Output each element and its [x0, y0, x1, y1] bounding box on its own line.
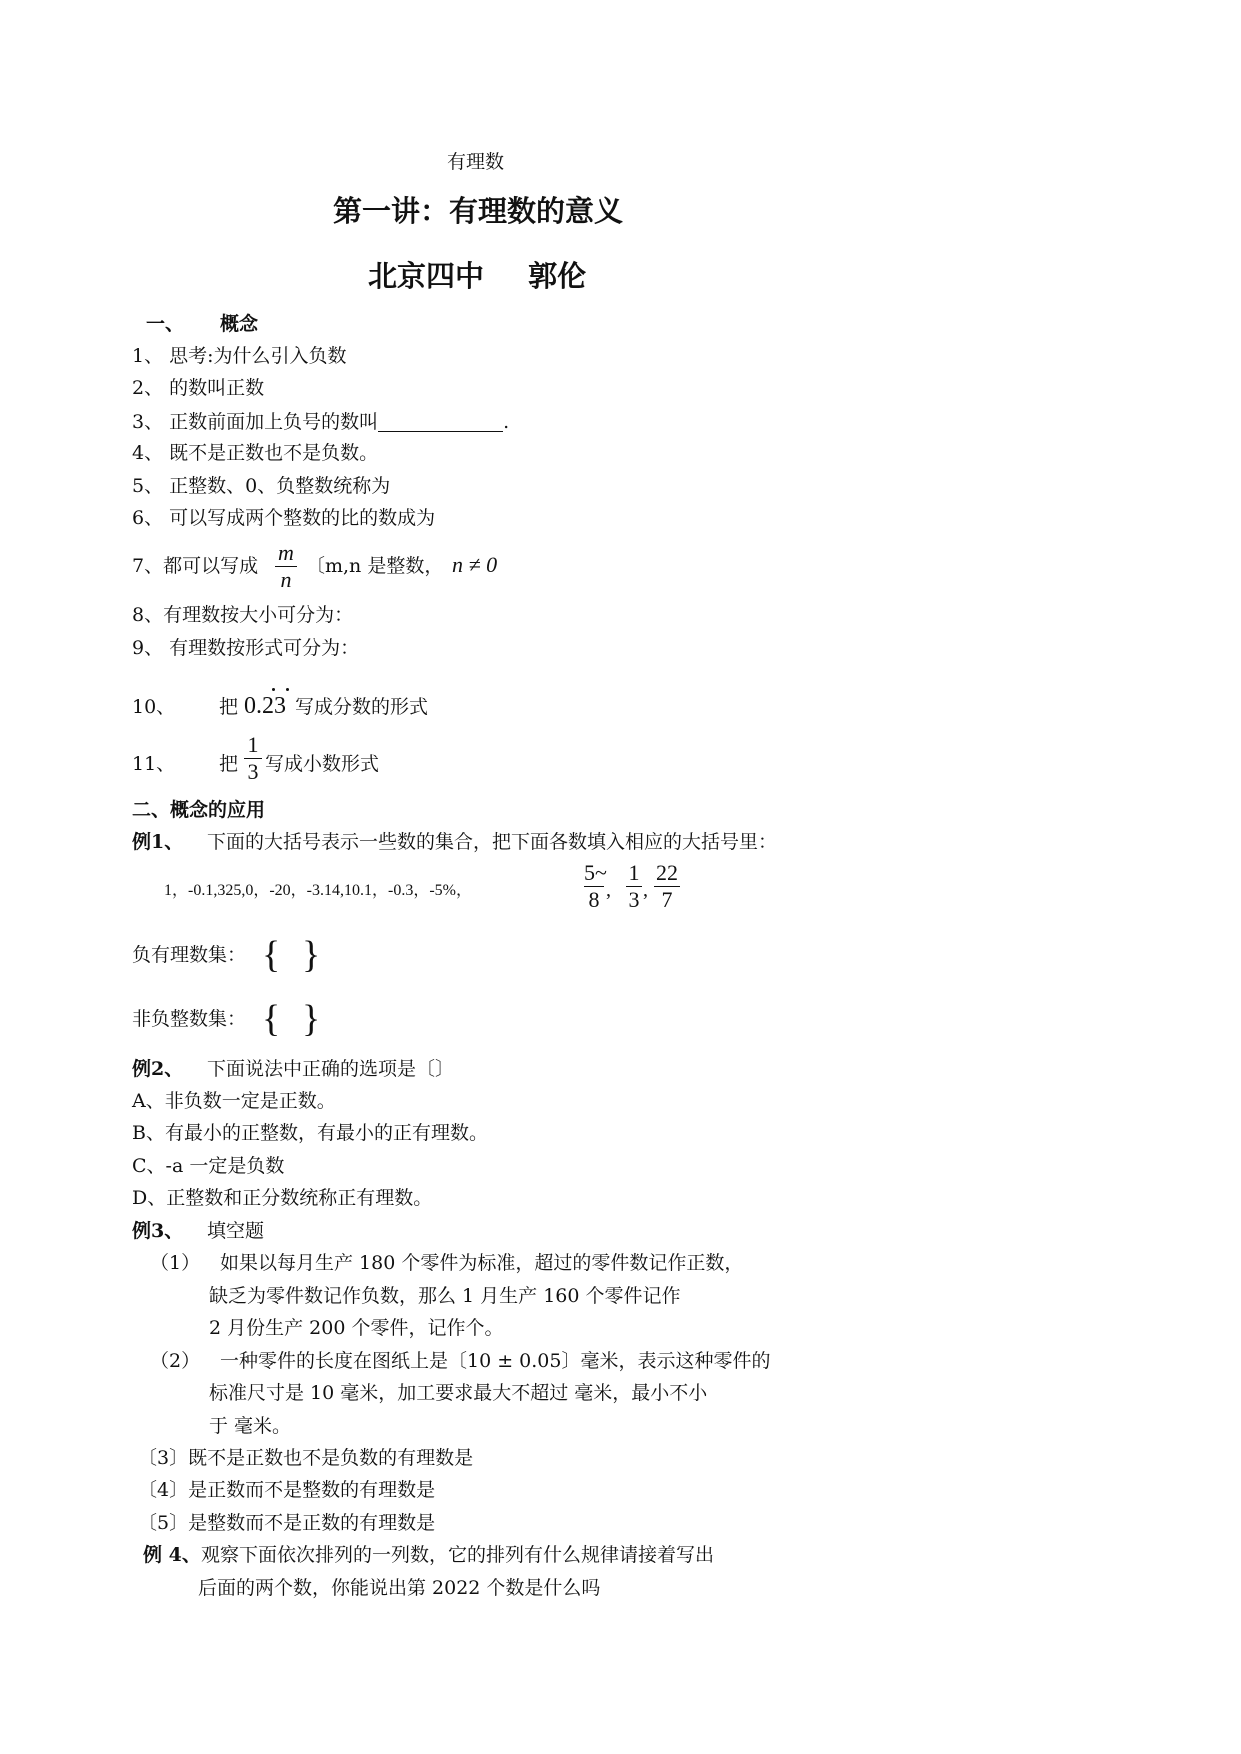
ex3-text: 填空题	[207, 1220, 265, 1242]
concept-item-3	[132, 412, 509, 432]
repeating-decimal: 0.23	[244, 693, 286, 719]
concept-item-8: 8、有理数按大小可分为：	[132, 604, 354, 626]
separator-comma: ,	[606, 879, 611, 901]
concept-item-1: 1、 思考:为什么引入负数	[132, 345, 347, 367]
concept-item-5: 5、 正整数、0、负整数统称为	[132, 475, 391, 497]
fraction-numerator: 5~	[584, 860, 607, 885]
fraction-numerator: 1	[628, 860, 640, 885]
concept-item-3-text: 3、 正数前面加上负号的数叫	[132, 411, 379, 433]
fraction-numerator: 22	[656, 860, 678, 885]
fraction-denominator: 8	[588, 887, 600, 912]
concept-item-7-prefix: 7、都可以写成	[132, 555, 259, 577]
ex1-number-list: 1，-0.1,325,0，-20，-3.14,10.1，-0.3，-5%，	[164, 882, 472, 899]
page-title: 第一讲：有理数的意义	[333, 194, 624, 228]
ex1-text: 下面的大括号表示一些数的集合，把下面各数填入相应的大括号里：	[207, 831, 778, 853]
negative-rational-set-label: 负有理数集：	[132, 944, 247, 966]
fraction-5-8	[584, 860, 607, 912]
concept-item-4: 4、 既不是正数也不是负数。	[132, 442, 379, 464]
condition-n-not-zero: n ≠ 0	[452, 552, 498, 577]
ex3-q1-line3: 2 月份生产 200 个零件，记作个。	[209, 1317, 504, 1339]
concept-item-6: 6、 可以写成两个整数的比的数成为	[132, 507, 436, 529]
concept-item-9: 9、 有理数按形式可分为：	[132, 637, 360, 659]
ex2-option-a: A、非负数一定是正数。	[132, 1090, 336, 1112]
separator-comma: ,	[643, 879, 648, 901]
ex3-q1-number: （1）	[150, 1252, 201, 1274]
subject-label: 有理数	[447, 151, 505, 173]
ex2-option-c: C、-a 一定是负数	[132, 1155, 285, 1177]
ex2-option-d: D、正整数和正分数统称正有理数。	[132, 1187, 433, 1209]
brace-open: {	[262, 934, 281, 976]
fraction-denominator: n	[280, 567, 292, 592]
fraction-denominator: 3	[247, 759, 259, 784]
ex4-text-line2: 后面的两个数，你能说出第 2022 个数是什么吗	[198, 1577, 601, 1599]
concept-item-7-suffix: 〔m,n 是整数，	[306, 555, 444, 577]
ex2-label: 例2、	[132, 1058, 184, 1080]
section1-number: 一、	[146, 313, 185, 335]
ex3-q1-line1: 如果以每月生产 180 个零件为标准，超过的零件数记作正数，	[220, 1252, 744, 1274]
fraction-numerator: m	[278, 540, 294, 565]
fraction-denominator: 7	[661, 887, 673, 912]
ex3-q1-line2: 缺乏为零件数记作负数，那么 1 月生产 160 个零件记作	[209, 1285, 681, 1307]
repeat-dot	[286, 688, 289, 691]
brace-close: }	[302, 998, 321, 1040]
ex3-q3: 〔3〕既不是正数也不是负数的有理数是	[138, 1447, 474, 1469]
ex3-q5: 〔5〕是整数而不是正数的有理数是	[138, 1512, 436, 1534]
ex3-q2-number: （2）	[150, 1350, 201, 1372]
ex3-q2-line2: 标准尺寸是 10 毫米，加工要求最大不超过 毫米，最小不小	[209, 1382, 708, 1404]
repeat-dot	[272, 688, 275, 691]
concept-item-10-prefix: 把	[219, 696, 239, 718]
fraction-one-third	[244, 734, 262, 783]
ex2-text: 下面说法中正确的选项是〔〕	[207, 1058, 455, 1080]
answer-blank	[378, 412, 503, 432]
brace-close: }	[302, 934, 321, 976]
fraction-1-3	[626, 862, 642, 911]
concept-item-3-end: .	[503, 411, 510, 433]
fraction-denominator: 3	[628, 887, 640, 912]
section2-title: 二、概念的应用	[132, 799, 266, 821]
ex3-q4: 〔4〕是正数而不是整数的有理数是	[138, 1479, 436, 1501]
ex3-label: 例3、	[132, 1220, 184, 1242]
ex1-label: 例1、	[132, 831, 184, 853]
concept-item-11-number: 11、	[132, 753, 176, 775]
fraction-m-over-n	[275, 542, 297, 591]
fraction-numerator: 1	[247, 732, 259, 757]
ex2-option-b: B、有最小的正整数，有最小的正有理数。	[132, 1122, 488, 1144]
section1-title: 概念	[220, 313, 259, 335]
brace-open: {	[262, 998, 281, 1040]
nonnegative-integer-set-label: 非负整数集：	[132, 1008, 247, 1030]
ex4-text-line1: 观察下面依次排列的一列数，它的排列有什么规律请接着写出	[201, 1544, 715, 1566]
concept-item-2: 2、 的数叫正数	[132, 377, 265, 399]
concept-item-11-suffix: 写成小数形式	[265, 753, 380, 775]
fraction-22-7	[654, 862, 680, 911]
concept-item-11-prefix: 把	[219, 753, 239, 775]
concept-item-10-suffix: 写成分数的形式	[295, 696, 429, 718]
author-line: 北京四中 郭伦	[368, 259, 587, 293]
ex4-label: 例 4、	[143, 1544, 201, 1566]
concept-item-10-number: 10、	[132, 696, 176, 718]
ex3-q2-line1: 一种零件的长度在图纸上是〔10 ± 0.05〕毫米，表示这种零件的	[220, 1350, 771, 1372]
ex3-q2-line3: 于 毫米。	[209, 1415, 292, 1437]
